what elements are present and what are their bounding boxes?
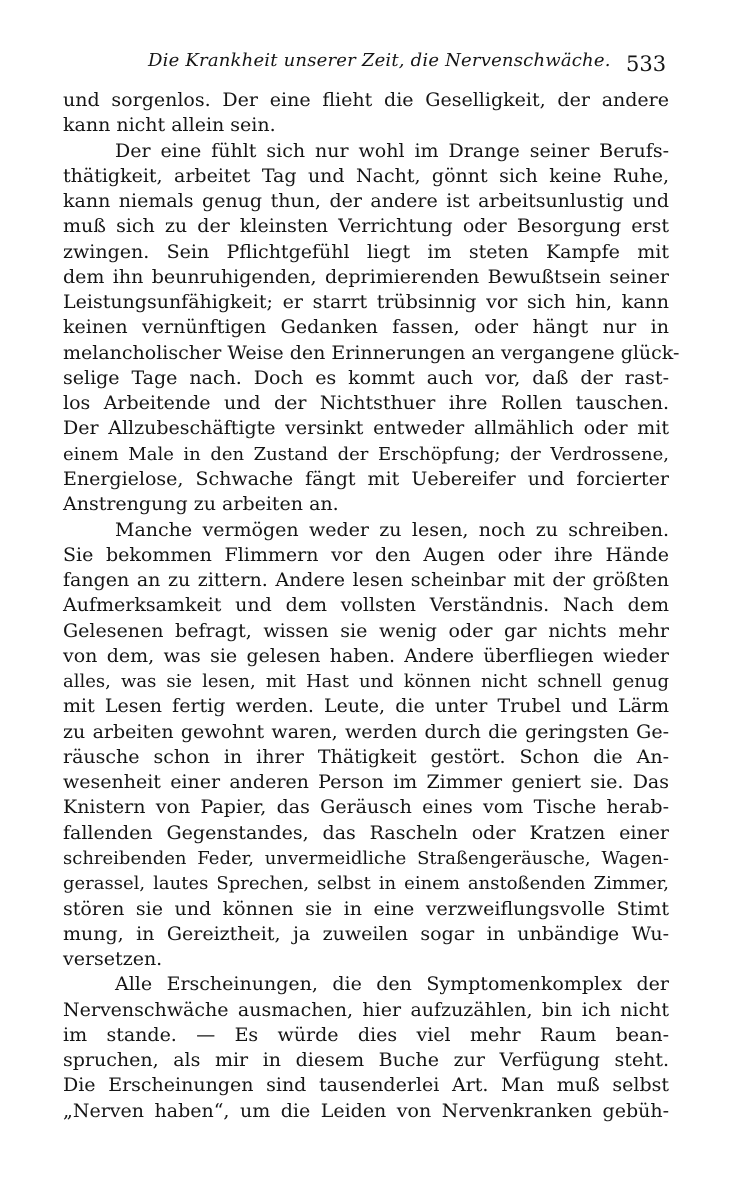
- text-line: zu arbeiten gewohnt waren, werden durch die geringsten Ge-: [63, 720, 669, 743]
- text-line: los Arbeitende und der Nichtsthuer ihre Rollen tauschen.: [63, 392, 669, 415]
- text-line: Manche vermögen weder zu lesen, noch zu schreiben.: [115, 518, 669, 541]
- text-line: muß sich zu der kleinsten Verrichtung oder Besorgung erst: [63, 215, 669, 238]
- text-line: einem Male in den Zustand der Erschöpfung; der Verdrossene,: [63, 443, 669, 465]
- text-line: Der eine fühlt sich nur wohl im Drange seiner Berufs-: [115, 139, 669, 162]
- text-line: schreibenden Feder, unvermeidliche Straßengeräusche, Wagen-: [63, 847, 669, 869]
- text-line: räusche schon in ihrer Thätigkeit gestört. Schon die An-: [63, 745, 669, 768]
- text-line: thätigkeit, arbeitet Tag und Nacht, gönnt sich keine Ruhe,: [63, 164, 669, 187]
- text-line: Gelesenen befragt, wissen sie wenig oder gar nichts mehr: [63, 619, 669, 642]
- text-line: gerassel, lautes Sprechen, selbst in einem anstoßenden Zimmer,: [63, 873, 669, 895]
- text-line: Sie bekommen Flimmern vor den Augen oder ihre Hände: [63, 543, 669, 566]
- text-line: kann niemals genug thun, der andere ist arbeitsunlustig und: [63, 190, 669, 213]
- text-line: Energielose, Schwache fängt mit Uebereifer und forcierter: [63, 467, 669, 490]
- text-line: Alle Erscheinungen, die den Symptomenkomplex der: [115, 973, 669, 996]
- text-line: mung, in Gereiztheit, ja zuweilen sogar in unbändige Wu-: [63, 922, 669, 945]
- text-line: keinen vernünftigen Gedanken fassen, oder hängt nur in: [63, 316, 669, 339]
- text-line: und sorgenlos. Der eine flieht die Geselligkeit, der andere: [63, 89, 669, 111]
- text-line: alles, was sie lesen, mit Hast und können nicht schnell genug: [63, 671, 669, 693]
- text-line: mit Lesen fertig werden. Leute, die unter Trubel und Lärm: [63, 695, 669, 718]
- text-line: Leistungsunfähigkeit; er starrt trübsinnig vor sich hin, kann: [63, 291, 669, 314]
- text-line: zwingen. Sein Pflichtgefühl liegt im steten Kampfe mit: [63, 240, 669, 263]
- text-line: Der Allzubeschäftigte versinkt entweder allmählich oder mit: [63, 417, 669, 440]
- text-line: fallenden Gegenstandes, das Rascheln oder Kratzen einer: [63, 821, 669, 844]
- text-line: Anstrengung zu arbeiten an.: [63, 493, 339, 516]
- text-line: stören sie und können sie in eine verzweiflungsvolle Stimt: [63, 897, 669, 920]
- text-line: versetzen.: [63, 948, 163, 971]
- text-line: selige Tage nach. Doch es kommt auch vor, daß der rast-: [63, 366, 669, 389]
- text-line: Nervenschwäche ausmachen, hier aufzuzählen, bin ich nicht: [63, 998, 669, 1021]
- text-line: Aufmerksamkeit und dem vollsten Verständnis. Nach dem: [63, 594, 669, 617]
- text-line: wesenheit einer anderen Person im Zimmer geniert sie. Das: [63, 771, 669, 794]
- text-line: von dem, was sie gelesen haben. Andere überfliegen wieder: [63, 644, 669, 667]
- body-text: [63, 88, 680, 1124]
- text-line: Die Erscheinungen sind tausenderlei Art. Man muß selbst: [63, 1074, 669, 1097]
- text-line: im stande. — Es würde dies viel mehr Raum bean-: [63, 1023, 669, 1046]
- text-line: kann nicht allein sein.: [63, 114, 276, 137]
- running-head-title: Die Krankheit unserer Zeit, die Nervenschwäche.: [148, 50, 611, 71]
- text-line: Knistern von Papier, das Geräusch eines vom Tische herab-: [63, 796, 669, 819]
- text-line: spruchen, als mir in diesem Buche zur Verfügung steht.: [63, 1049, 669, 1072]
- text-line: melancholischer Weise den Erinnerungen an vergangene glück-: [63, 341, 680, 364]
- text-line: fangen an zu zittern. Andere lesen scheinbar mit der größten: [63, 569, 669, 592]
- text-line: „Nerven haben“, um die Leiden von Nervenkranken gebüh-: [63, 1099, 669, 1122]
- text-line: dem ihn beunruhigenden, deprimierenden Bewußtsein seiner: [63, 265, 669, 288]
- page-number: 533: [626, 52, 667, 76]
